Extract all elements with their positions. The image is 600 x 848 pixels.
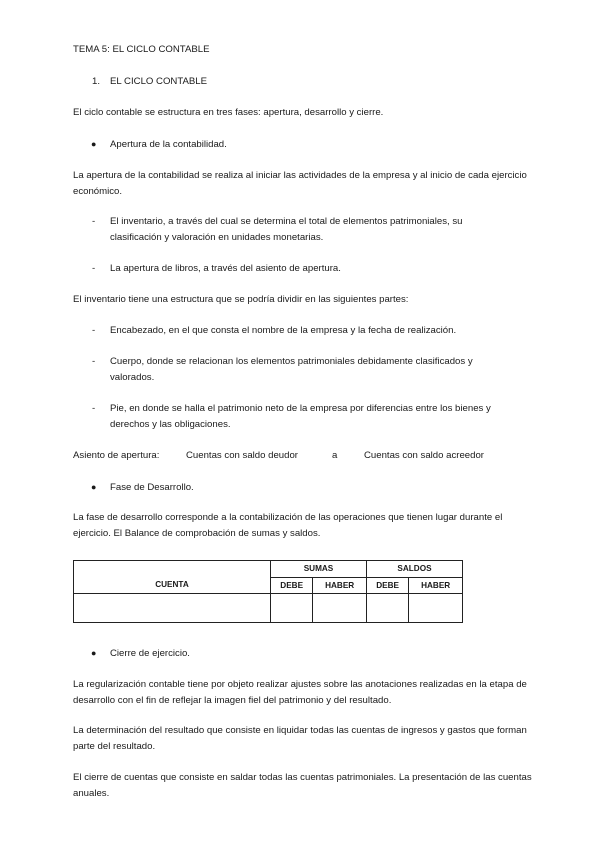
section-number: 1. <box>92 76 101 87</box>
bullet-desarrollo: Fase de Desarrollo. <box>110 482 194 493</box>
col-saldos: SALDOS <box>366 561 462 578</box>
dash-icon: - <box>92 263 96 274</box>
table-cell <box>313 594 367 623</box>
table-cell <box>271 594 313 623</box>
section-title: EL CICLO CONTABLE <box>110 76 208 87</box>
intro-paragraph: El ciclo contable se estructura en tres fases: apertura, desarrollo y cierre. <box>73 107 384 118</box>
cierre-paragraph-1: La regularización contable tiene por objeto realizar ajustes sobre las anotaciones realizadas en la etapa de desarrollo con el fin de reflejar la imagen fiel del patrimonio y del resultado. <box>73 679 527 706</box>
table-cell <box>366 594 408 623</box>
asiento-left: Cuentas con saldo deudor <box>186 450 299 461</box>
dash-icon: - <box>92 403 96 414</box>
asiento-right: Cuentas con saldo acreedor <box>364 450 484 461</box>
table-cell <box>409 594 463 623</box>
dash-icon: - <box>92 216 96 227</box>
bullet-cierre: Cierre de ejercicio. <box>110 648 190 659</box>
asiento-label: Asiento de apertura: <box>73 450 160 461</box>
col-saldos-haber: HABER <box>409 577 463 594</box>
bullet-apertura: Apertura de la contabilidad. <box>110 139 227 150</box>
inventario-item-1: Encabezado, en el que consta el nombre de la empresa y la fecha de realización. <box>110 325 457 336</box>
col-saldos-debe: DEBE <box>366 577 408 594</box>
asiento-mid: a <box>332 450 338 461</box>
dash-icon: - <box>92 325 96 336</box>
apertura-paragraph: La apertura de la contabilidad se realiza al iniciar las actividades de la empresa y al inicio de cada ejercicio económico. <box>73 170 527 197</box>
col-sumas-debe: DEBE <box>271 577 313 594</box>
cierre-paragraph-2: La determinación del resultado que consiste en liquidar todas las cuentas de ingresos y gastos que forman parte del resultado. <box>73 725 527 752</box>
col-cuenta: CUENTA <box>74 561 271 594</box>
bullet-icon: ● <box>91 139 97 149</box>
document-heading: TEMA 5: EL CICLO CONTABLE <box>73 44 210 55</box>
inventario-item-2: Cuerpo, donde se relacionan los elementos patrimoniales debidamente clasificados y valorados. <box>110 356 473 383</box>
bullet-icon: ● <box>91 482 97 492</box>
col-sumas-haber: HABER <box>313 577 367 594</box>
desarrollo-paragraph: La fase de desarrollo corresponde a la contabilización de las operaciones que tienen lugar durante el ejercicio. El Balance de comprobación de sumas y saldos. <box>73 512 503 539</box>
cierre-paragraph-3: El cierre de cuentas que consiste en saldar todas las cuentas patrimoniales. La presentación de las cuentas anuales. <box>73 772 532 799</box>
table-cell <box>74 594 271 623</box>
inventario-item-3: Pie, en donde se halla el patrimonio neto de la empresa por diferencias entre los bienes y derechos y las obligaciones. <box>110 403 491 430</box>
apertura-item-1: El inventario, a través del cual se determina el total de elementos patrimoniales, su clasificación y valoración en unidades monetarias. <box>110 216 463 243</box>
col-sumas: SUMAS <box>271 561 367 578</box>
apertura-item-2: La apertura de libros, a través del asiento de apertura. <box>110 263 341 274</box>
dash-icon: - <box>92 356 96 367</box>
balance-table <box>73 560 463 623</box>
bullet-icon: ● <box>91 648 97 658</box>
inventario-paragraph: El inventario tiene una estructura que se podría dividir en las siguientes partes: <box>73 294 409 305</box>
